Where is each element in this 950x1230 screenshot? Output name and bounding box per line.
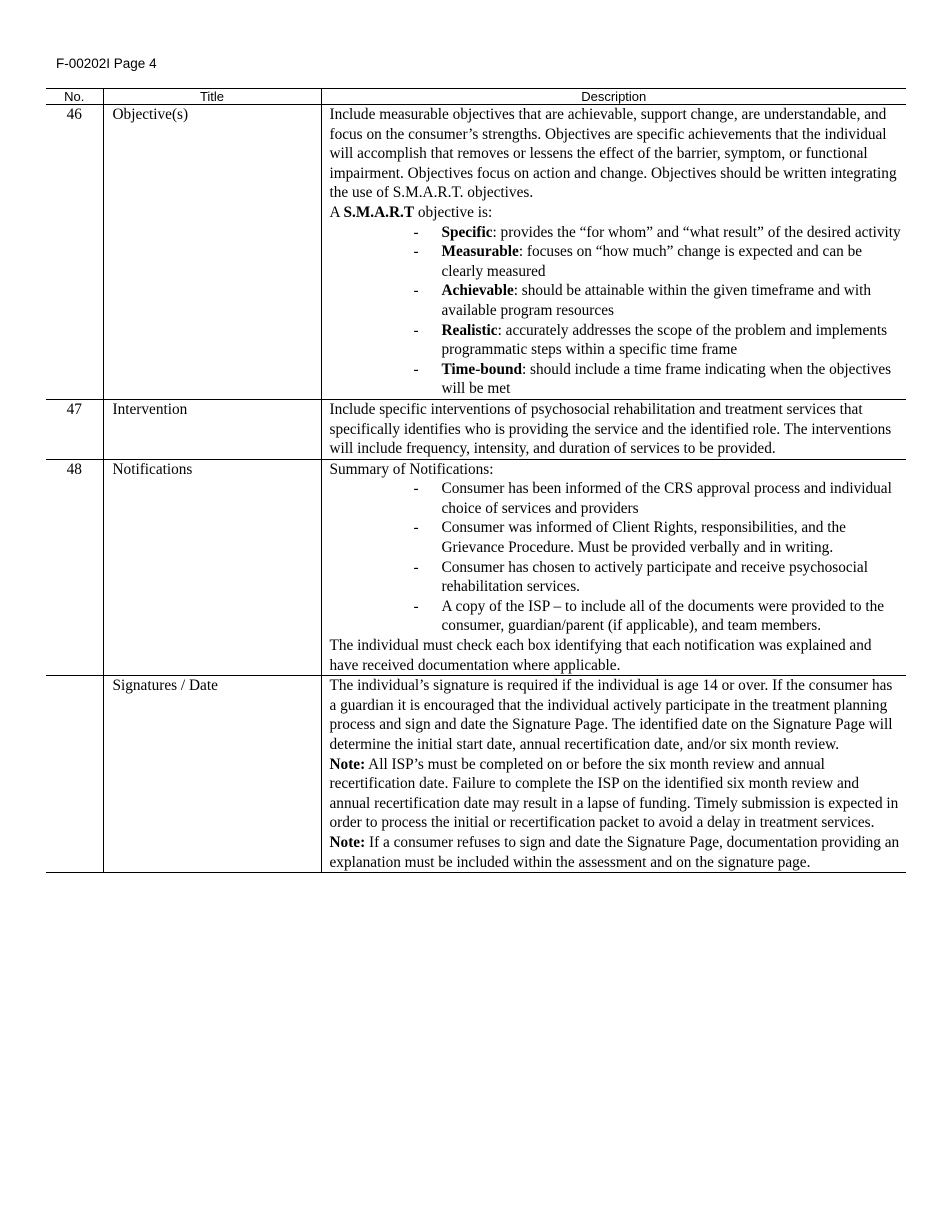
list-item (330, 558, 903, 597)
dash-bullet: - (413, 360, 419, 378)
row-title: Signatures / Date (103, 676, 321, 873)
smart-prefix: A (329, 203, 344, 221)
criterion-term: Time-bound (441, 360, 522, 378)
dash-bullet: - (413, 223, 419, 241)
instructions-table (46, 88, 906, 873)
row-title: Notifications (103, 459, 321, 676)
list-item (330, 479, 903, 518)
note-text: All ISP’s must be completed on or before the six month review and annual recertification date. Failure to complete the ISP on the identified six month review and annual recertification date may result in a lapse of funding. Timely submission is expected in order to process the initial or recertification packet to avoid a delay in treatment services. (329, 755, 899, 832)
criterion-term: Specific (441, 223, 493, 241)
note-text: If a consumer refuses to sign and date the Signature Page, documentation providing an explanation must be included within the assessment and on the signature page. (329, 833, 900, 871)
note-label: Note: (329, 833, 366, 851)
table-header-row (46, 89, 906, 105)
row-title: Intervention (103, 399, 321, 459)
dash-bullet: - (413, 282, 419, 300)
table-row (46, 676, 906, 873)
column-header-description: Description (321, 89, 906, 105)
notification-text: Consumer has chosen to actively participate and receive psychosocial rehabilitation services. (441, 558, 868, 596)
column-header-title: Title (103, 89, 321, 105)
table-row (46, 459, 906, 676)
note-paragraph (330, 833, 903, 872)
description-intro: Include measurable objectives that are achievable, support change, are understandable, and focus on the consumer’s strengths. Objectives are specific achievements that the individual will accomplish that removes or lessens the effect of the barrier, symptom, or functional impairment. Objectives focus on action and change. Objectives should be written integrating the use of S.M.A.R.T. objectives. (329, 106, 897, 202)
table-row (46, 105, 906, 400)
note-paragraph (330, 755, 903, 833)
list-item (330, 321, 903, 360)
dash-bullet: - (413, 519, 419, 537)
row-description (321, 676, 906, 873)
note-label: Note: (329, 755, 366, 773)
row-description: Include specific interventions of psychosocial rehabilitation and treatment services that specifically identifies who is providing the service and the identified role. The interventions will include frequency, intensity, and duration of services to be provided. (321, 399, 906, 459)
smart-suffix: objective is: (414, 203, 493, 221)
criterion-term: Measurable (441, 243, 519, 261)
row-number (46, 676, 103, 873)
criterion-term: Achievable (441, 282, 514, 300)
smart-criteria-list (330, 223, 903, 399)
criterion-term: Realistic (441, 321, 498, 339)
list-item (330, 242, 903, 281)
criterion-text: : accurately addresses the scope of the problem and implements programmatic steps within a specific time frame (441, 321, 888, 359)
list-item (330, 518, 903, 557)
criterion-text: : should include a time frame indicating when the objectives will be met (441, 360, 892, 398)
dash-bullet: - (413, 321, 419, 339)
criterion-text: : focuses on “how much” change is expected and can be clearly measured (441, 243, 863, 280)
notification-text: Consumer was informed of Client Rights, responsibilities, and the Grievance Procedure. Must be provided verbally and in writing. (441, 519, 846, 557)
page-header: F-00202I Page 4 (56, 56, 157, 71)
row-number: 47 (46, 399, 103, 459)
row-number: 48 (46, 459, 103, 676)
notification-text: Consumer has been informed of the CRS approval process and individual choice of services and providers (441, 480, 892, 517)
column-header-no: No. (46, 89, 103, 105)
row-description (321, 459, 906, 676)
dash-bullet: - (413, 558, 419, 576)
list-item (330, 597, 903, 636)
criterion-text: : provides the “for whom” and “what result” of the desired activity (492, 223, 901, 241)
dash-bullet: - (413, 597, 419, 615)
list-item (330, 281, 903, 320)
table-row (46, 399, 906, 459)
notification-text: A copy of the ISP – to include all of the documents were provided to the consumer, guardian/parent (if applicable), and team members. (441, 597, 885, 635)
description-intro: Summary of Notifications: (329, 460, 494, 478)
description-outro: The individual must check each box identifying that each notification was explained and have received documentation where applicable. (329, 637, 872, 674)
signature-paragraph: The individual’s signature is required if the individual is age 14 or over. If the consumer has a guardian it is encouraged that the individual actively participate in the treatment planning process and sign and date the Signature Page. The identified date on the Signature Page will determine the initial start date, annual recertification date, and/or six month review. (329, 677, 893, 753)
row-number: 46 (46, 105, 103, 400)
list-item (330, 223, 903, 243)
row-description (321, 105, 906, 400)
dash-bullet: - (413, 480, 419, 498)
row-title: Objective(s) (103, 105, 321, 400)
smart-term: S.M.A.R.T (343, 203, 415, 221)
notifications-list (330, 479, 903, 636)
smart-definition-line (330, 203, 903, 223)
list-item (330, 360, 903, 399)
criterion-text: : should be attainable within the given timeframe and with available program resources (441, 282, 871, 319)
dash-bullet: - (413, 243, 419, 261)
